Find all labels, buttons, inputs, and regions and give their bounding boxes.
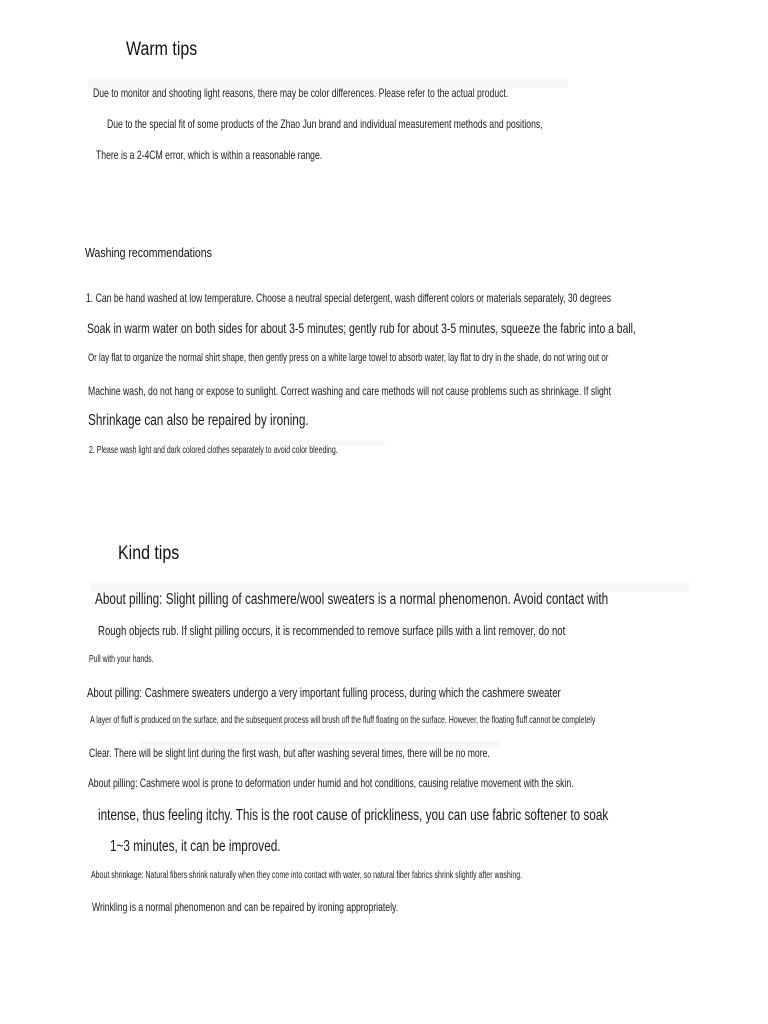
kind-tips-line-10: About shrinkage: Natural fibers shrink naturally when they come into contact with water, so natural fiber fabrics shrink slightly after washing.	[91, 870, 523, 881]
kind-tips-heading: Kind tips	[118, 543, 180, 564]
kind-tips-line-5: A layer of fluff is produced on the surface, and the subsequent process will brush off the fluff floating on the surface. However, the floating fluff cannot be completely	[90, 715, 596, 726]
washing-line-2: Soak in warm water on both sides for about 3-5 minutes; gently rub for about 3-5 minutes, squeeze the fabric into a ball,	[87, 320, 636, 336]
washing-line-6: 2. Please wash light and dark colored clothes separately to avoid color bleeding.	[89, 445, 338, 456]
washing-line-1: 1. Can be hand washed at low temperature. Choose a neutral special detergent, wash different colors or materials separately, 30 degrees	[86, 291, 612, 305]
kind-tips-line-4: About pilling: Cashmere sweaters undergo a very important fulling process, during which the cashmere sweater	[87, 685, 561, 700]
warm-tips-line-3: There is a 2-4CM error, which is within a reasonable range.	[96, 148, 323, 162]
kind-tips-line-2: Rough objects rub. If slight pilling occurs, it is recommended to remove surface pills with a lint remover, do not	[98, 623, 566, 638]
kind-tips-line-6: Clear. There will be slight lint during the first wash, but after washing several times, there will be no more.	[89, 746, 490, 760]
kind-tips-line-8: intense, thus feeling itchy. This is the root cause of prickliness, you can use fabric softener to soak	[98, 807, 609, 824]
kind-tips-line-7: About pilling: Cashmere wool is prone to deformation under humid and hot conditions, causing relative movement with the skin.	[88, 776, 574, 790]
warm-tips-heading: Warm tips	[126, 39, 198, 60]
washing-line-5: Shrinkage can also be repaired by ironing.	[88, 412, 309, 429]
warm-tips-line-1: Due to monitor and shooting light reasons, there may be color differences. Please refer to the actual product.	[93, 86, 509, 100]
washing-line-4: Machine wash, do not hang or expose to sunlight. Correct washing and care methods will not cause problems such as shrinkage. If slight	[88, 384, 612, 398]
kind-tips-line-11: Wrinkling is a normal phenomenon and can be repaired by ironing appropriately.	[92, 900, 399, 914]
warm-tips-line-2: Due to the special fit of some products of the Zhao Jun brand and individual measurement methods and positions,	[107, 117, 543, 131]
kind-tips-line-1: About pilling: Slight pilling of cashmere/wool sweaters is a normal phenomenon. Avoid contact with	[95, 591, 609, 608]
washing-heading: Washing recommendations	[85, 246, 212, 260]
kind-tips-line-9: 1~3 minutes, it can be improved.	[110, 838, 281, 855]
washing-line-3: Or lay flat to organize the normal shirt shape, then gently press on a white large towel to absorb water, lay flat to dry in the shade, do not wring out or	[88, 352, 609, 364]
kind-tips-line-3: Pull with your hands.	[89, 654, 154, 665]
